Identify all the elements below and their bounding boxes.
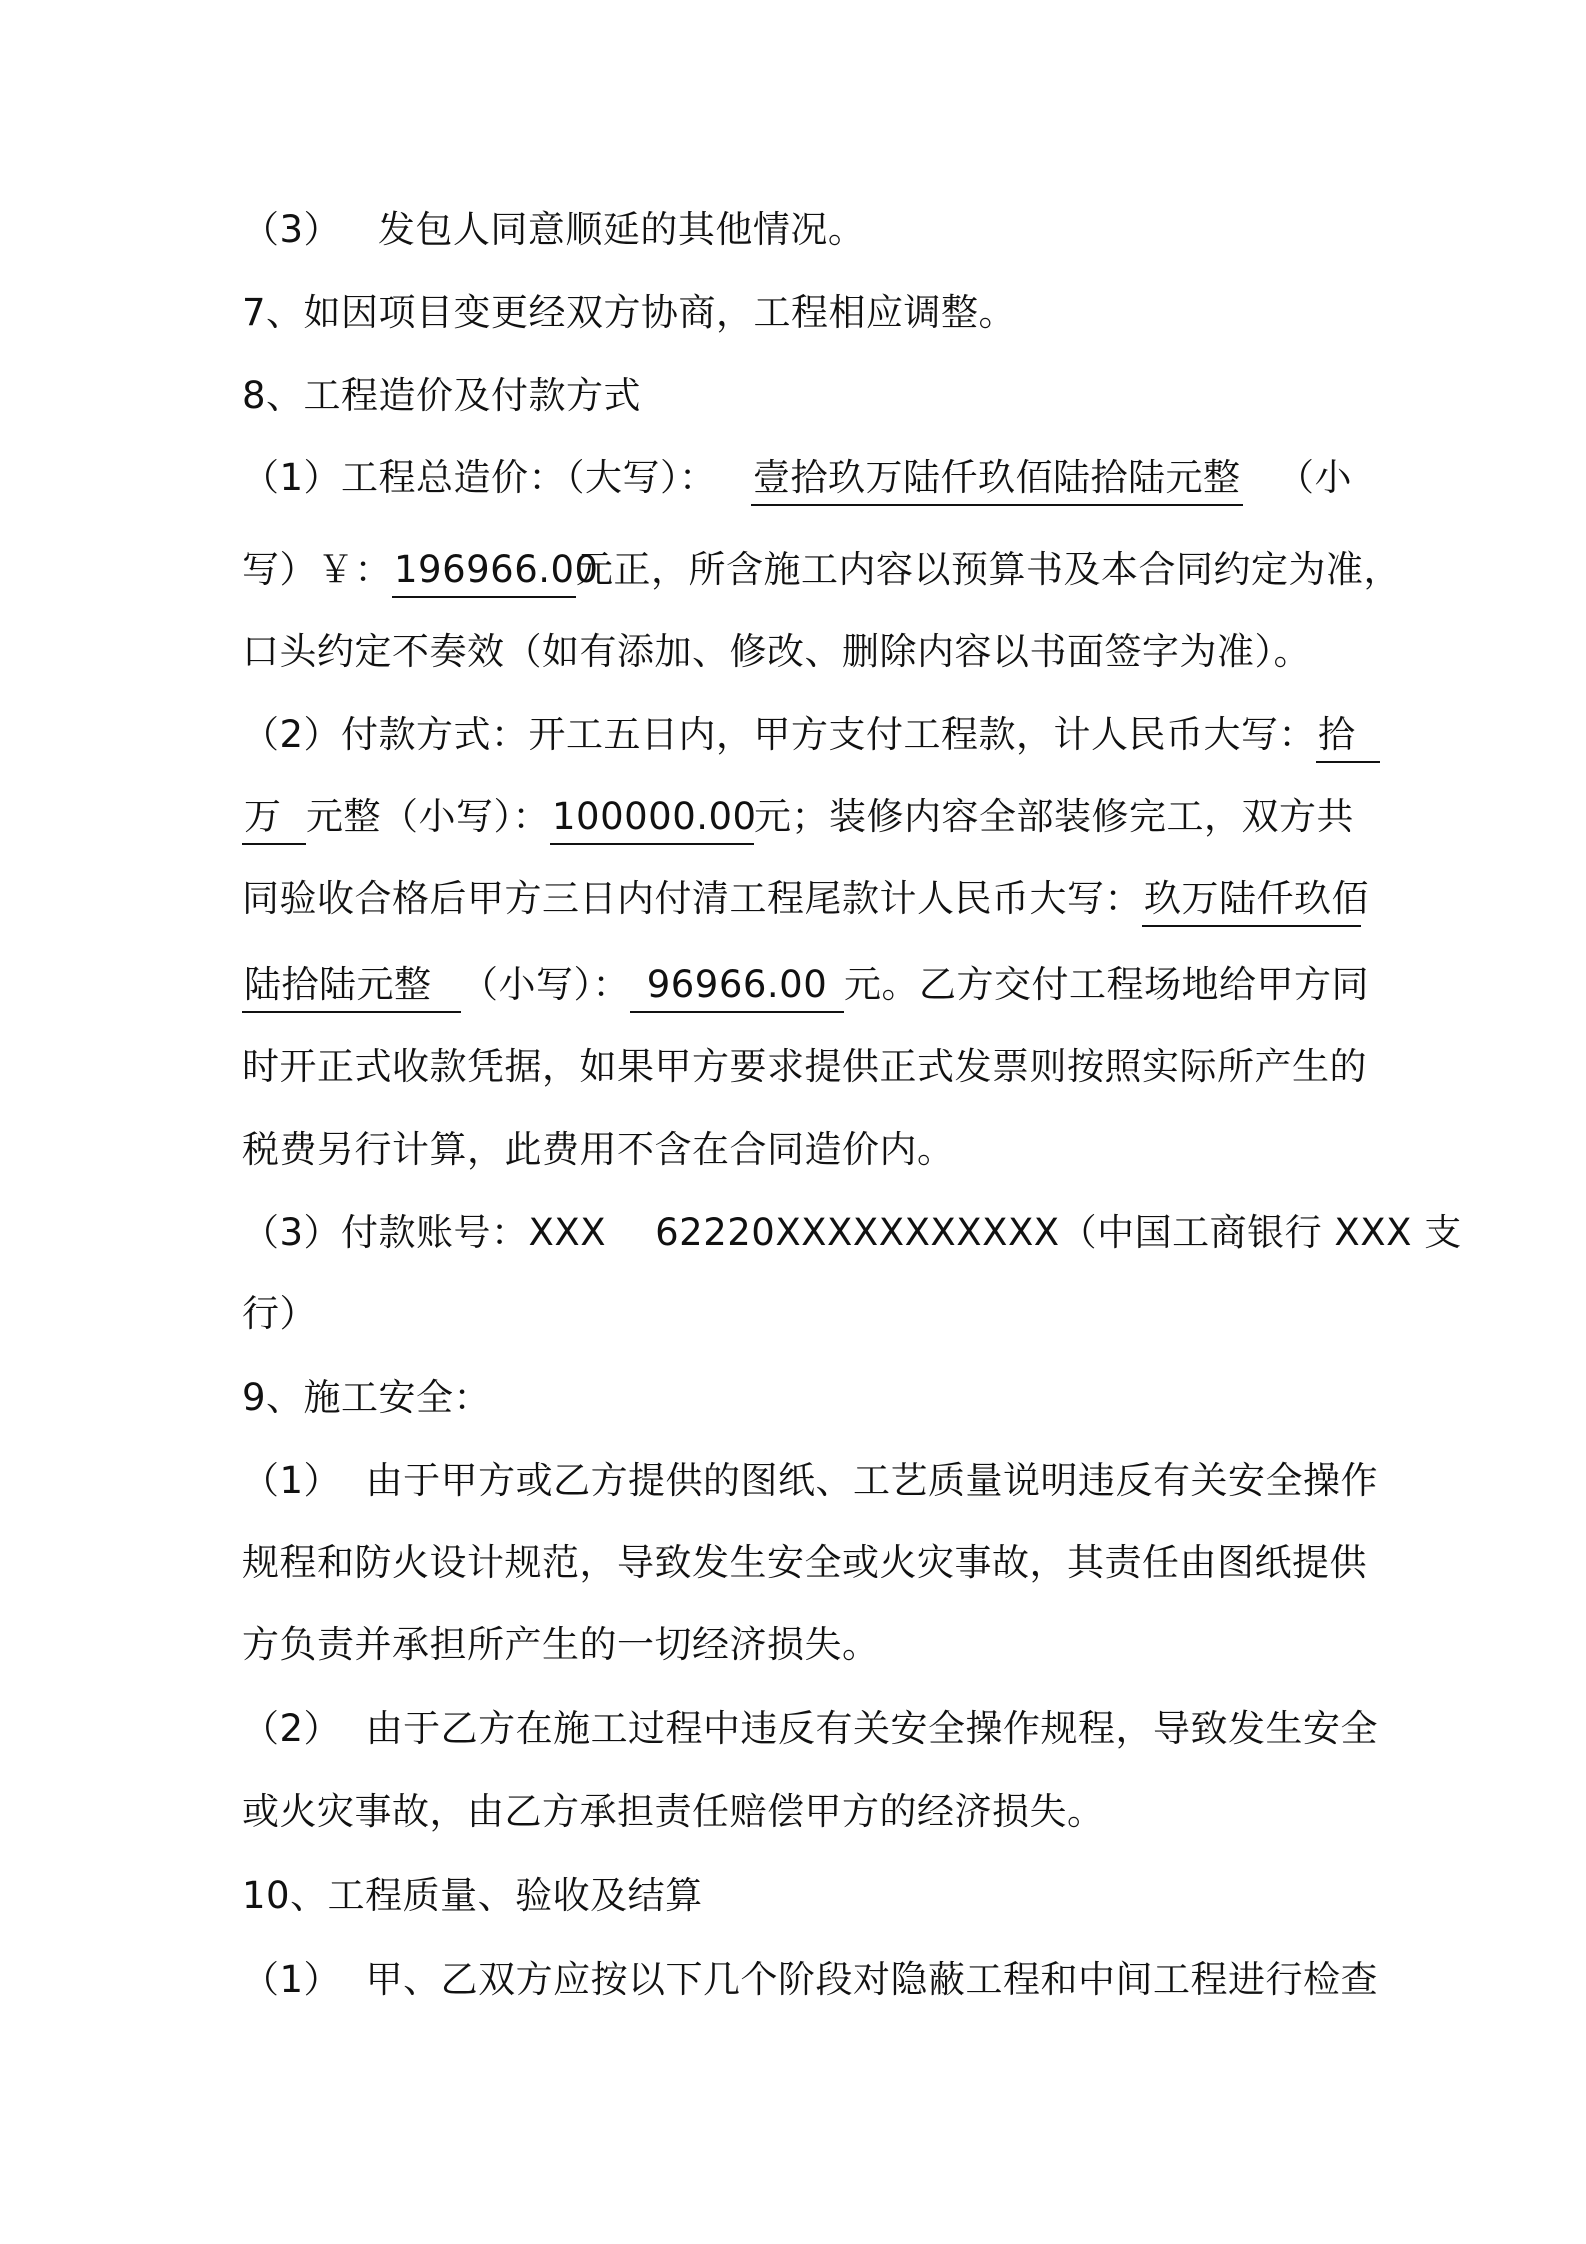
text-line [242,622,1352,682]
text-line [242,1284,1352,1344]
clause-8-heading: 8、工程造价及付款方式 [242,374,642,417]
account-text: （3）付款账号：XXX 62220XXXXXXXXXXX（中国工商银行 XXX 支 [242,1211,1462,1254]
text-line [242,1533,1367,1593]
final-payment-number-field: 96966.00 [630,959,844,1013]
text-line [242,540,1401,600]
text-line [242,200,1352,260]
first-payment-number-field: 100000.00 [550,791,754,845]
yen-label: 写）￥： [242,548,392,591]
text-line [242,1451,1379,1511]
quality-clause-1: （1） 甲、乙双方应按以下几个阶段对隐蔽工程和中间工程进行检查 [242,1958,1379,2001]
final-payment-label: 同验收合格后甲方三日内付清工程尾款计人民币大写： [242,877,1142,920]
safety-clause-2-end: 或火灾事故，由乙方承担责任赔偿甲方的经济损失。 [242,1790,1105,1833]
clause-9-heading: 9、施工安全： [242,1376,492,1419]
text-line [242,705,1356,765]
total-price-note: 元正，所含施工内容以预算书及本合同约定为准， [576,548,1401,591]
payment-method-label: （2）付款方式：开工五日内，甲方支付工程款，计人民币大写： [242,713,1317,756]
text-line [242,1699,1379,1759]
text-line [242,1203,1462,1263]
handover-text: 元。乙方交付工程场地给甲方同 [844,963,1369,1006]
first-payment-uppercase-field-2: 万 [242,791,306,845]
final-payment-uppercase-field-1: 玖万陆仟玖佰 [1142,873,1361,927]
first-payment-small-label: 元整（小写）： [306,795,550,838]
clause-10-heading: 10、工程质量、验收及结算 [242,1874,703,1917]
safety-clause-1: （1） 由于甲方或乙方提供的图纸、工艺质量说明违反有关安全操作 [242,1459,1379,1502]
text-line [242,1782,1352,1842]
small-write-prefix: （小 [1276,456,1352,499]
total-price-label: （1）工程总造价：（大写）： [242,456,717,499]
text-line [242,1037,1367,1097]
final-payment-small-label: （小写）： [461,963,630,1006]
final-payment-uppercase-field-2: 陆拾陆元整 [242,959,461,1013]
text-line [242,1615,1352,1675]
first-payment-uppercase-field-1: 拾 [1316,709,1380,763]
receipt-text: 时开正式收款凭据，如果甲方要求提供正式发票则按照实际所产生的 [242,1045,1367,1088]
safety-clause-1-end: 方负责并承担所产生的一切经济损失。 [242,1623,880,1666]
text-line [242,1950,1379,2010]
completion-text: 元；装修内容全部装修完工，双方共 [754,795,1354,838]
tax-text: 税费另行计算，此费用不含在合同造价内。 [242,1128,955,1171]
text-line [242,283,1352,343]
total-price-uppercase-field: 壹拾玖万陆仟玖佰陆拾陆元整 [751,452,1243,506]
text-line [242,869,1369,929]
clause-7: 7、如因项目变更经双方协商，工程相应调整。 [242,291,1017,334]
text-line [242,448,1352,508]
text-line [242,955,1369,1015]
text-line [242,1120,1352,1180]
text-line [242,366,1352,426]
safety-clause-2: （2） 由于乙方在施工过程中违反有关安全操作规程，导致发生安全 [242,1707,1379,1750]
verbal-agreement-note: 口头约定不奏效（如有添加、修改、删除内容以书面签字为准）。 [242,630,1311,673]
text-line [242,1866,1352,1926]
text-line [242,1368,1352,1428]
text-line [242,787,1352,847]
account-text-cont: 行） [242,1292,317,1335]
safety-clause-1-cont: 规程和防火设计规范，导致发生安全或火灾事故，其责任由图纸提供 [242,1541,1367,1584]
clause-6-3: （3） 发包人同意顺延的其他情况。 [242,208,866,251]
total-price-number-field: 196966.00 [392,544,576,598]
